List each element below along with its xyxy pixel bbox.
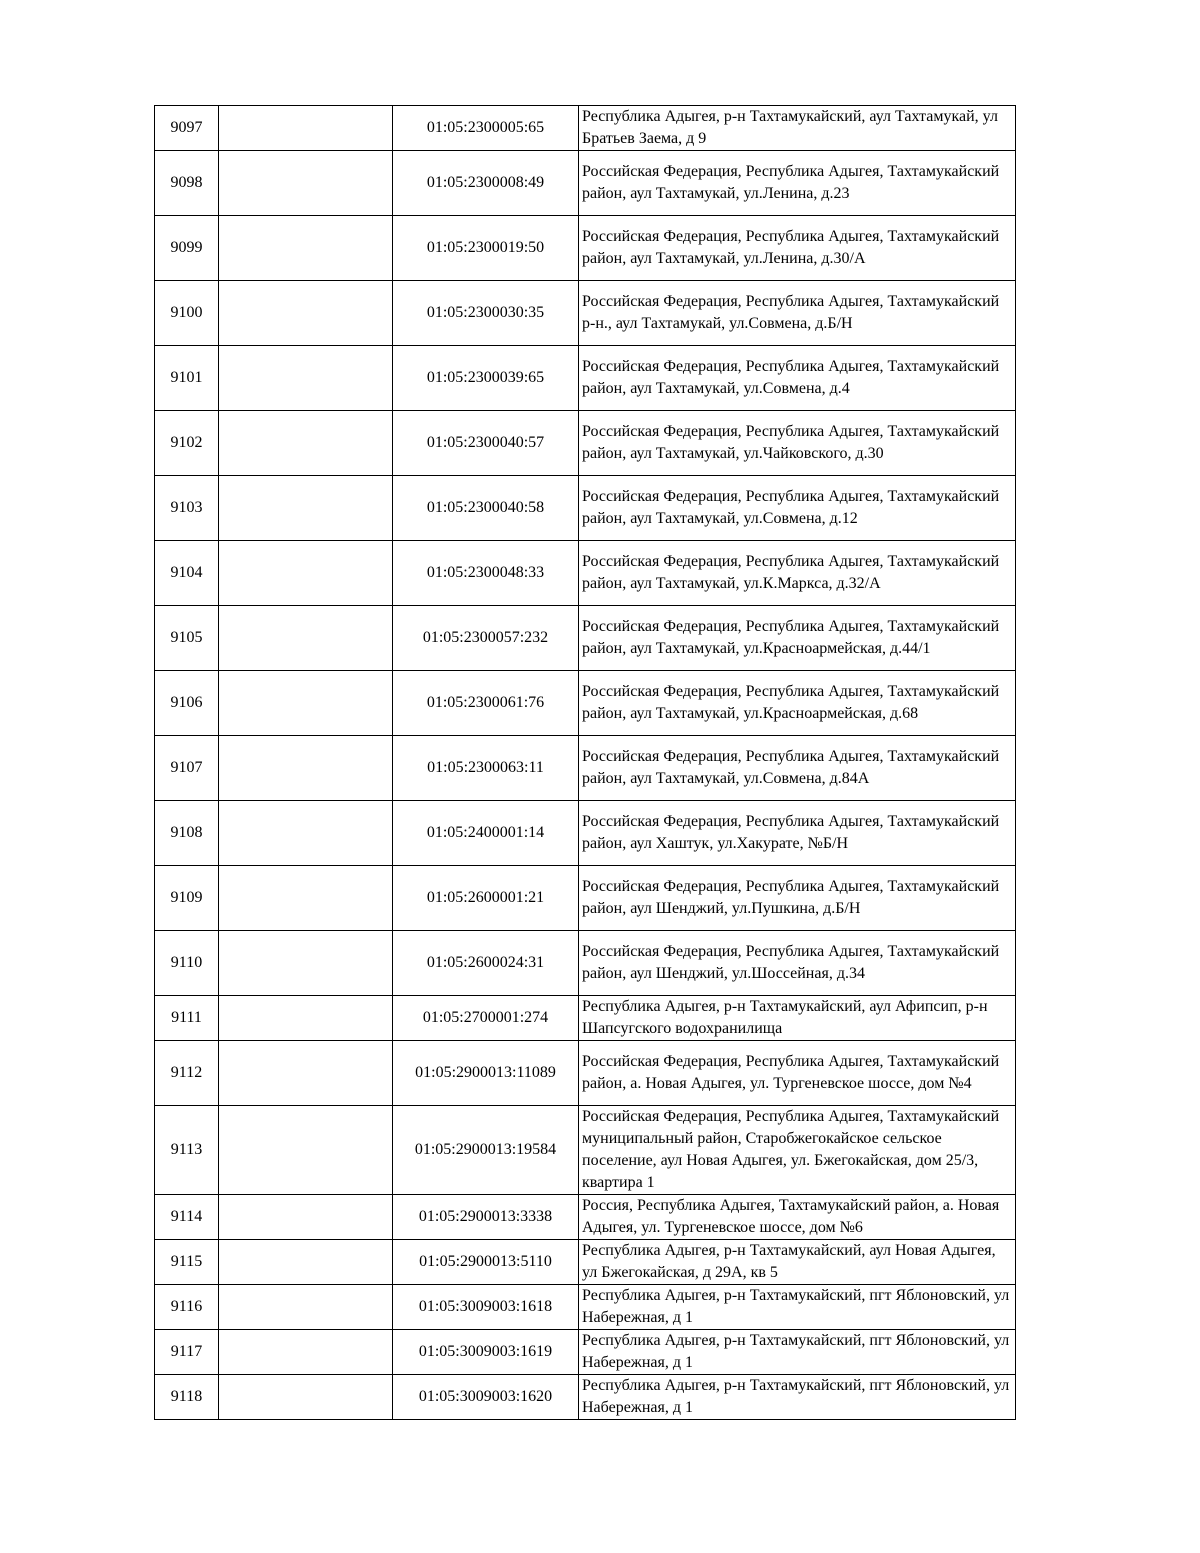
row-number-cell: 9108 [155, 801, 219, 866]
cadastral-number-cell: 01:05:2400001:14 [393, 801, 579, 866]
address-cell: Российская Федерация, Республика Адыгея, Тахтамукайский район, аул Тахтамукай, ул.Ленина, д.30/А [579, 216, 1016, 281]
address-cell: Российская Федерация, Республика Адыгея, Тахтамукайский район, аул Шенджий, ул.Пушкина, д.Б/Н [579, 866, 1016, 931]
table-row [155, 541, 1016, 606]
cadastral-number-cell: 01:05:2900013:19584 [393, 1106, 579, 1195]
registry-table-body [155, 106, 1016, 1420]
address-cell: Российская Федерация, Республика Адыгея, Тахтамукайский район, аул Тахтамукай, ул.Чайковского, д.30 [579, 411, 1016, 476]
empty-cell [219, 1285, 393, 1330]
row-number-cell: 9100 [155, 281, 219, 346]
cadastral-number-cell: 01:05:3009003:1618 [393, 1285, 579, 1330]
table-row [155, 1330, 1016, 1375]
table-row [155, 216, 1016, 281]
table-row [155, 931, 1016, 996]
address-cell: Российская Федерация, Республика Адыгея, Тахтамукайский район, аул Тахтамукай, ул.Красноармейская, д.44/1 [579, 606, 1016, 671]
row-number-cell: 9103 [155, 476, 219, 541]
address-cell: Российская Федерация, Республика Адыгея, Тахтамукайский район, аул Тахтамукай, ул.Совмена, д.84А [579, 736, 1016, 801]
empty-cell [219, 411, 393, 476]
cadastral-number-cell: 01:05:2300019:50 [393, 216, 579, 281]
table-row [155, 1106, 1016, 1195]
cadastral-number-cell: 01:05:2300063:11 [393, 736, 579, 801]
address-cell: Российская Федерация, Республика Адыгея, Тахтамукайский район, а. Новая Адыгея, ул. Тургеневское шоссе, дом №4 [579, 1041, 1016, 1106]
address-cell: Российская Федерация, Республика Адыгея, Тахтамукайский район, аул Тахтамукай, ул.Совмена, д.4 [579, 346, 1016, 411]
empty-cell [219, 1106, 393, 1195]
row-number-cell: 9099 [155, 216, 219, 281]
row-number-cell: 9113 [155, 1106, 219, 1195]
cadastral-number-cell: 01:05:2300005:65 [393, 106, 579, 151]
empty-cell [219, 541, 393, 606]
table-row [155, 476, 1016, 541]
row-number-cell: 9114 [155, 1195, 219, 1240]
cadastral-number-cell: 01:05:2300040:57 [393, 411, 579, 476]
address-cell: Российская Федерация, Республика Адыгея, Тахтамукайский район, аул Тахтамукай, ул.Красноармейская, д.68 [579, 671, 1016, 736]
empty-cell [219, 866, 393, 931]
table-row [155, 1041, 1016, 1106]
cadastral-number-cell: 01:05:3009003:1620 [393, 1375, 579, 1420]
empty-cell [219, 106, 393, 151]
empty-cell [219, 931, 393, 996]
empty-cell [219, 476, 393, 541]
table-row [155, 606, 1016, 671]
table-row [155, 866, 1016, 931]
cadastral-number-cell: 01:05:2300008:49 [393, 151, 579, 216]
row-number-cell: 9112 [155, 1041, 219, 1106]
empty-cell [219, 996, 393, 1041]
address-cell: Республика Адыгея, р-н Тахтамукайский, пгт Яблоновский, ул Набережная, д 1 [579, 1285, 1016, 1330]
table-row [155, 1285, 1016, 1330]
table-row [155, 671, 1016, 736]
cadastral-number-cell: 01:05:2900013:11089 [393, 1041, 579, 1106]
address-cell: Республика Адыгея, р-н Тахтамукайский, пгт Яблоновский, ул Набережная, д 1 [579, 1375, 1016, 1420]
row-number-cell: 9105 [155, 606, 219, 671]
cadastral-number-cell: 01:05:2600024:31 [393, 931, 579, 996]
address-cell: Россия, Республика Адыгея, Тахтамукайский район, а. Новая Адыгея, ул. Тургеневское шоссе, дом №6 [579, 1195, 1016, 1240]
cadastral-number-cell: 01:05:2300040:58 [393, 476, 579, 541]
empty-cell [219, 801, 393, 866]
row-number-cell: 9116 [155, 1285, 219, 1330]
table-row [155, 1195, 1016, 1240]
cadastral-number-cell: 01:05:2300048:33 [393, 541, 579, 606]
table-row [155, 801, 1016, 866]
cadastral-number-cell: 01:05:2600001:21 [393, 866, 579, 931]
row-number-cell: 9104 [155, 541, 219, 606]
row-number-cell: 9110 [155, 931, 219, 996]
address-cell: Российская Федерация, Республика Адыгея, Тахтамукайский район, аул Тахтамукай, ул.Совмена, д.12 [579, 476, 1016, 541]
table-row [155, 151, 1016, 216]
row-number-cell: 9111 [155, 996, 219, 1041]
row-number-cell: 9107 [155, 736, 219, 801]
row-number-cell: 9117 [155, 1330, 219, 1375]
cadastral-number-cell: 01:05:2900013:3338 [393, 1195, 579, 1240]
address-cell: Российская Федерация, Республика Адыгея, Тахтамукайский муниципальный район, Старобжегокайское сельское поселение, аул Новая Адыгея, ул. Бжегокайская, дом 25/3, квартира 1 [579, 1106, 1016, 1195]
row-number-cell: 9102 [155, 411, 219, 476]
empty-cell [219, 736, 393, 801]
table-row [155, 736, 1016, 801]
table-row [155, 346, 1016, 411]
address-cell: Российская Федерация, Республика Адыгея, Тахтамукайский р-н., аул Тахтамукай, ул.Совмена, д.Б/Н [579, 281, 1016, 346]
address-cell: Российская Федерация, Республика Адыгея, Тахтамукайский район, аул Тахтамукай, ул.К.Маркса, д.32/А [579, 541, 1016, 606]
empty-cell [219, 671, 393, 736]
address-cell: Республика Адыгея, р-н Тахтамукайский, аул Афипсип, р-н Шапсугского водохранилища [579, 996, 1016, 1041]
empty-cell [219, 1041, 393, 1106]
table-row [155, 106, 1016, 151]
address-cell: Российская Федерация, Республика Адыгея, Тахтамукайский район, аул Шенджий, ул.Шоссейная, д.34 [579, 931, 1016, 996]
row-number-cell: 9101 [155, 346, 219, 411]
empty-cell [219, 151, 393, 216]
address-cell: Российская Федерация, Республика Адыгея, Тахтамукайский район, аул Хаштук, ул.Хакурате, №Б/Н [579, 801, 1016, 866]
empty-cell [219, 1330, 393, 1375]
cadastral-number-cell: 01:05:2900013:5110 [393, 1240, 579, 1285]
row-number-cell: 9098 [155, 151, 219, 216]
row-number-cell: 9097 [155, 106, 219, 151]
row-number-cell: 9115 [155, 1240, 219, 1285]
address-cell: Республика Адыгея, р-н Тахтамукайский, пгт Яблоновский, ул Набережная, д 1 [579, 1330, 1016, 1375]
table-row [155, 1375, 1016, 1420]
address-cell: Республика Адыгея, р-н Тахтамукайский, аул Новая Адыгея, ул Бжегокайская, д 29А, кв 5 [579, 1240, 1016, 1285]
cadastral-number-cell: 01:05:2300030:35 [393, 281, 579, 346]
empty-cell [219, 346, 393, 411]
row-number-cell: 9106 [155, 671, 219, 736]
row-number-cell: 9118 [155, 1375, 219, 1420]
cadastral-number-cell: 01:05:3009003:1619 [393, 1330, 579, 1375]
cadastral-number-cell: 01:05:2300039:65 [393, 346, 579, 411]
empty-cell [219, 1375, 393, 1420]
registry-table [154, 105, 1016, 1420]
table-row [155, 281, 1016, 346]
address-cell: Республика Адыгея, р-н Тахтамукайский, аул Тахтамукай, ул Братьев Заема, д 9 [579, 106, 1016, 151]
empty-cell [219, 216, 393, 281]
empty-cell [219, 281, 393, 346]
row-number-cell: 9109 [155, 866, 219, 931]
cadastral-number-cell: 01:05:2300057:232 [393, 606, 579, 671]
table-row [155, 411, 1016, 476]
address-cell: Российская Федерация, Республика Адыгея, Тахтамукайский район, аул Тахтамукай, ул.Ленина, д.23 [579, 151, 1016, 216]
cadastral-number-cell: 01:05:2300061:76 [393, 671, 579, 736]
table-row [155, 1240, 1016, 1285]
empty-cell [219, 606, 393, 671]
cadastral-number-cell: 01:05:2700001:274 [393, 996, 579, 1041]
empty-cell [219, 1240, 393, 1285]
empty-cell [219, 1195, 393, 1240]
table-row [155, 996, 1016, 1041]
